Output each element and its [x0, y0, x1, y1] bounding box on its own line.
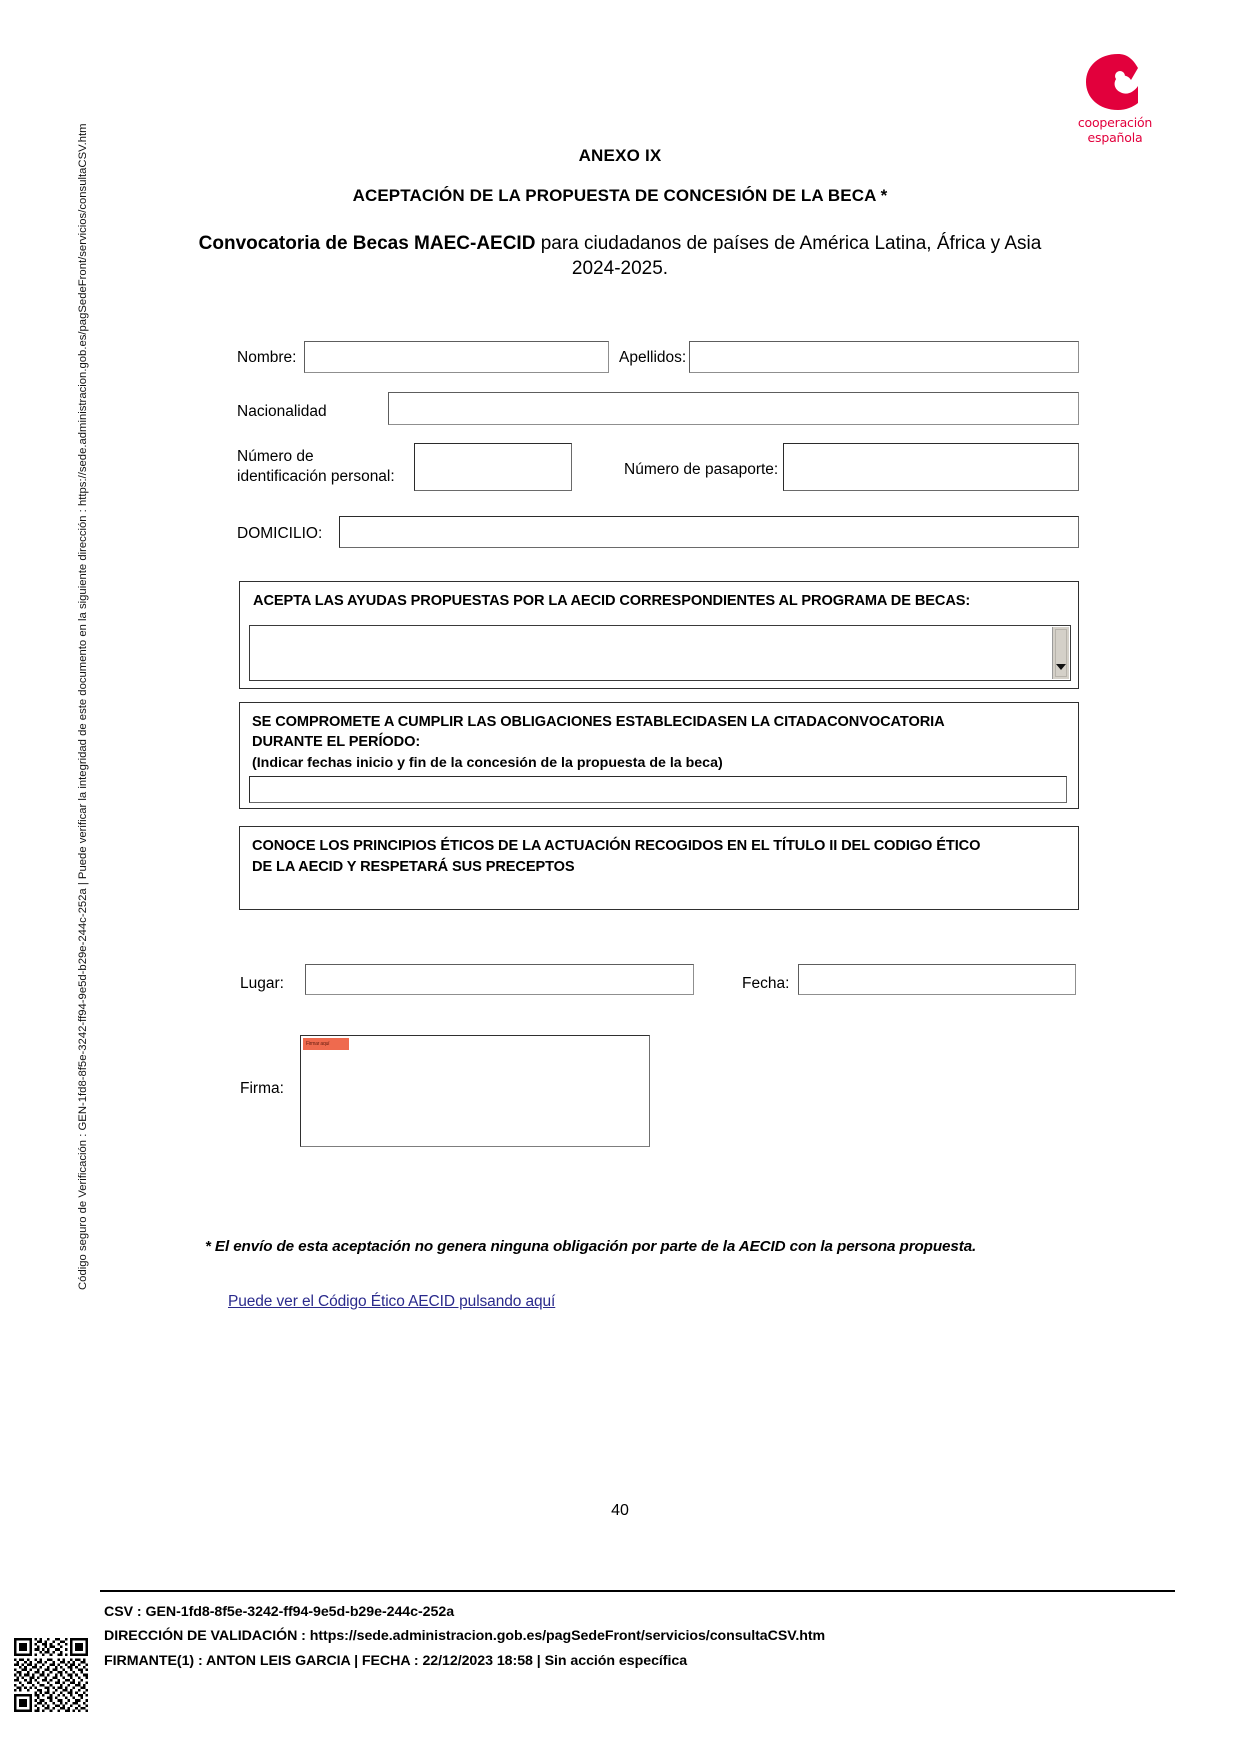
call-title-strong: Convocatoria de Becas MAEC-AECID — [198, 233, 536, 254]
domicilio-input[interactable] — [339, 516, 1079, 548]
signature-placeholder-tag[interactable]: Firmar aquí — [303, 1038, 349, 1050]
scrollbar-down-arrow-icon[interactable] — [1056, 664, 1066, 670]
firma-label: Firma: — [240, 1080, 284, 1097]
num-pasaporte-label: Número de pasaporte: — [624, 461, 779, 478]
fecha-input[interactable] — [798, 964, 1076, 995]
num-identificacion-input[interactable] — [414, 443, 572, 491]
ayudas-select-scrollbar[interactable] — [1052, 627, 1069, 679]
page-number: 40 — [611, 1502, 629, 1519]
obligaciones-hint: (Indicar fechas inicio y fin de la concesión de la propuesta de la beca) — [252, 755, 723, 771]
codigo-etico-link[interactable]: Puede ver el Código Ético AECID pulsando aquí — [228, 1293, 556, 1310]
ayudas-select[interactable] — [249, 625, 1071, 681]
obligaciones-title-line1: SE COMPROMETE A CUMPLIR LAS OBLIGACIONES ESTABLECIDASEN LA CITADACONVOCATORIA — [252, 714, 945, 730]
lugar-input[interactable] — [305, 964, 694, 995]
obligaciones-period-input[interactable] — [249, 776, 1067, 803]
nacionalidad-label: Nacionalidad — [237, 403, 327, 420]
lugar-label: Lugar: — [240, 975, 284, 992]
csv-verification-sidebar: Código seguro de Verificación : GEN-1fd8-8f5e-3242-ff94-9e5d-b29e-244c-252a | Puede verificar la integridad de este documento en la siguiente dirección : https://sede.administracion.gob.es/pagSedeFront/servicios/consultaCSV.htm — [77, 123, 89, 1290]
footer-divider — [100, 1590, 1175, 1592]
footer-csv-line: CSV : GEN-1fd8-8f5e-3242-ff94-9e5d-b29e-244c-252a — [104, 1604, 455, 1620]
footer-validation-line: DIRECCIÓN DE VALIDACIÓN : https://sede.administracion.gob.es/pagSedeFront/servicios/consultaCSV.htm — [104, 1628, 826, 1645]
nombre-input[interactable] — [304, 341, 609, 373]
annex-title: ANEXO IX — [578, 146, 662, 165]
eticos-title-line1: CONOCE LOS PRINCIPIOS ÉTICOS DE LA ACTUACIÓN RECOGIDOS EN EL TÍTULO II DEL CODIGO ÉTICO — [252, 838, 981, 854]
firma-signature-area[interactable] — [300, 1035, 650, 1147]
cooperacion-espanola-logo — [1055, 52, 1175, 145]
footnote-text: * El envío de esta aceptación no genera ninguna obligación por parte de la AECID con la persona propuesta. — [205, 1238, 977, 1255]
fecha-label: Fecha: — [742, 975, 790, 992]
document-subtitle: ACEPTACIÓN DE LA PROPUESTA DE CONCESIÓN DE LA BECA * — [352, 186, 888, 205]
ayudas-declaration-title: ACEPTA LAS AYUDAS PROPUESTAS POR LA AECID CORRESPONDIENTES AL PROGRAMA DE BECAS: — [253, 593, 971, 609]
footer-signer-line: FIRMANTE(1) : ANTON LEIS GARCIA | FECHA : 22/12/2023 18:58 | Sin acción específica — [104, 1652, 688, 1669]
footer-metadata — [104, 1600, 1104, 1673]
apellidos-input[interactable] — [689, 341, 1079, 373]
call-title — [180, 232, 1060, 281]
nacionalidad-input[interactable] — [388, 392, 1079, 425]
qr-code-icon — [14, 1638, 88, 1712]
num-pasaporte-input[interactable] — [783, 443, 1079, 491]
eticos-title-line2: DE LA AECID Y RESPETARÁ SUS PRECEPTOS — [252, 859, 575, 875]
num-identificacion-label-line2: identificación personal: — [237, 468, 395, 485]
logo-text-line1: cooperación — [1077, 115, 1153, 130]
apellidos-label: Apellidos: — [619, 349, 687, 366]
nombre-label: Nombre: — [237, 349, 297, 366]
cooperacion-c-icon — [1082, 52, 1148, 112]
num-identificacion-label-line1: Número de — [237, 448, 314, 465]
domicilio-label: DOMICILIO: — [237, 525, 323, 542]
obligaciones-title-line2: DURANTE EL PERÍODO: — [252, 734, 421, 750]
call-title-rest: para ciudadanos de países de América Latina, África y Asia 2024-2025. — [535, 233, 1042, 279]
logo-text-line2: española — [1087, 130, 1143, 145]
